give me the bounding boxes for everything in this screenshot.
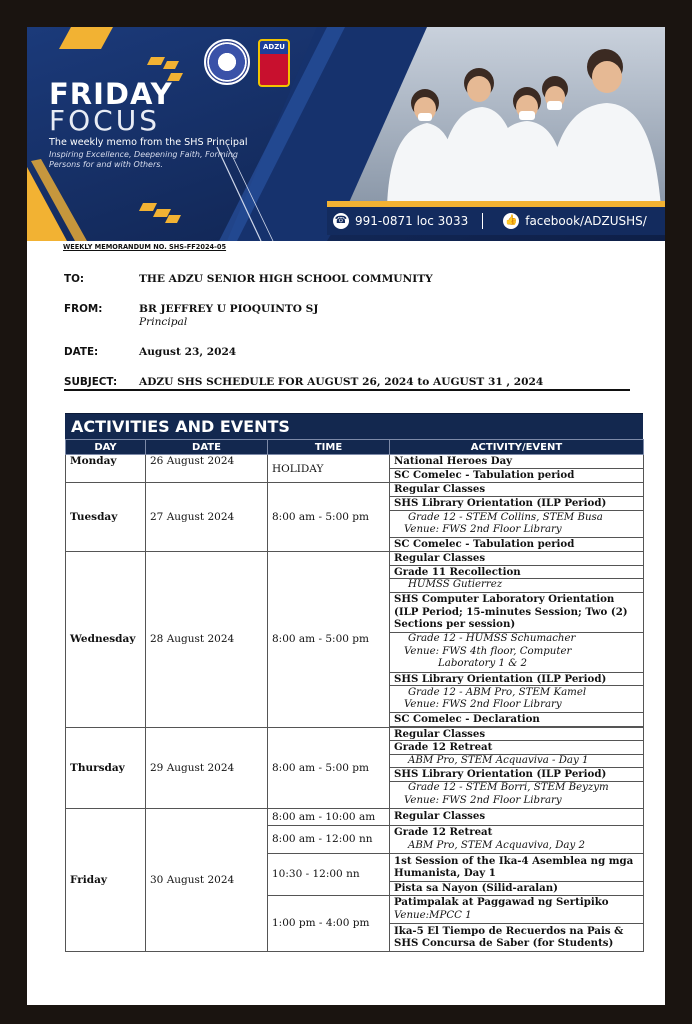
activities-title: ACTIVITIES AND EVENTS [65,413,643,439]
event-line: Humanista, Day 1 [394,867,496,879]
event-line: Patimpalak at Paggawad ng Sertipiko [394,896,609,908]
facebook-link[interactable]: facebook/ADZUSHS/ [525,214,647,228]
event-cell [390,592,644,632]
event-cell: SHS Library Orientation (ILP Period) [390,768,644,782]
table-header-row [66,440,644,455]
event-venue: Venue: FWS 2nd Floor Library [404,699,562,710]
event-line: 1st Session of the Ika-4 Asemblea ng mga [394,854,634,867]
brand-tagline: Inspiring Excellence, Deepening Faith, Forming Persons for and with Others. [49,150,239,169]
event-cell [390,825,644,853]
col-activity: ACTIVITY/EVENT [390,440,644,455]
subject-label: SUBJECT: [64,376,118,388]
event-detail: Grade 12 - STEM Borri, STEM Beyzym [408,782,609,793]
phone-number: 991-0871 loc 3033 [355,214,469,228]
table-row [66,455,644,469]
memo-page [27,27,665,1005]
date-cell: 29 August 2024 [146,727,268,808]
day-cell: Tuesday [66,483,146,552]
col-day: DAY [66,440,146,455]
event-cell: Regular Classes [390,808,644,825]
date-cell: 27 August 2024 [146,483,268,552]
table-row [66,552,644,566]
event-cell [390,923,644,951]
date-cell: 30 August 2024 [146,808,268,951]
event-cell: Grade 12 Retreat [390,741,644,755]
day-cell: Thursday [66,727,146,808]
event-cell [390,511,644,538]
event-cell: Grade 11 Recollection [390,565,644,579]
brand-block [49,79,248,170]
event-cell: National Heroes Day [390,455,644,469]
event-cell [390,632,644,672]
event-cell [390,853,644,881]
from-title: Principal [139,316,188,328]
event-detail: Grade 12 - STEM Collins, STEM Busa [408,511,603,523]
event-line: SHS Computer Laboratory Orientation [394,593,615,606]
event-cell [390,895,644,923]
event-detail: Grade 12 - ABM Pro, STEM Kamel [408,686,587,698]
event-cell: SC Comelec - Declaration [390,713,644,727]
table-row [66,483,644,497]
from-label: FROM: [64,303,103,315]
event-cell [390,686,644,713]
time-cell: 8:00 am - 12:00 nn [268,825,390,853]
activities-section [65,413,643,952]
activities-table [65,439,644,952]
event-venue: Venue: FWS 2nd Floor Library [404,524,562,535]
event-cell: ABM Pro, STEM Acquaviva - Day 1 [390,754,644,768]
date-cell: 26 August 2024 [146,455,268,483]
time-cell: 8:00 am - 5:00 pm [268,552,390,728]
event-cell: SHS Library Orientation (ILP Period) [390,672,644,686]
to-label: TO: [64,273,85,285]
brand-focus: FOCUS [49,104,160,137]
date-value: August 23, 2024 [139,346,237,358]
contact-divider [482,213,483,229]
event-venue-cont: Laboratory 1 & 2 [438,658,528,670]
memo-number: WEEKLY MEMORANDUM NO. SHS-FF2024-05 [63,243,227,251]
table-row [66,808,644,825]
event-line: SHS Concursa de Saber (for Students) [394,937,614,949]
event-cell: Regular Classes [390,483,644,497]
day-cell: Wednesday [66,552,146,728]
event-cell: HUMSS Gutierrez [390,579,644,593]
col-date: DATE [146,440,268,455]
event-cell [390,781,644,808]
date-cell: 28 August 2024 [146,552,268,728]
adzu-crest-logo [258,39,290,87]
brand-subtitle: The weekly memo from the SHS Principal [49,137,248,148]
table-row [66,727,644,741]
col-time: TIME [268,440,390,455]
subject-value: ADZU SHS SCHEDULE FOR AUGUST 26, 2024 to AUGUST 31 , 2024 [139,376,544,388]
event-line: Sections per session) [394,618,516,631]
event-cell: SC Comelec - Tabulation period [390,538,644,552]
event-venue: Venue: FWS 2nd Floor Library [404,794,562,806]
friday-focus-banner [27,27,665,241]
from-value: BR JEFFREY U PIOQUINTO SJ [139,303,319,315]
event-cell: Regular Classes [390,552,644,566]
event-venue: Venue: FWS 4th floor, Computer [404,645,572,657]
day-cell: Monday [66,455,146,483]
event-cell: SHS Library Orientation (ILP Period) [390,497,644,511]
subject-underline [64,389,630,391]
time-cell: 8:00 am - 5:00 pm [268,727,390,808]
time-cell: HOLIDAY [268,455,390,483]
event-cell: SC Comelec - Tabulation period [390,469,644,483]
event-line: (ILP Period; 15-minutes Session; Two (2) [394,605,628,618]
event-cell: Pista sa Nayon (Silid-aralan) [390,881,644,895]
brand-friday: FRIDAY [49,77,173,111]
event-venue: Venue:MPCC 1 [394,909,472,921]
date-label: DATE: [64,346,99,358]
time-cell: 8:00 am - 5:00 pm [268,483,390,552]
to-value: THE ADZU SENIOR HIGH SCHOOL COMMUNITY [139,273,433,285]
time-cell: 10:30 - 12:00 nn [268,853,390,895]
time-cell: 1:00 pm - 4:00 pm [268,895,390,951]
event-line: Grade 12 Retreat [394,826,493,838]
phone-icon: ☎ [333,213,349,229]
thumbs-up-icon: 👍 [503,213,519,229]
event-detail: Grade 12 - HUMSS Schumacher [408,633,576,645]
time-cell: 8:00 am - 10:00 am [268,808,390,825]
adzu-crest-text: ADZU [263,43,285,51]
event-line: Ika-5 El Tiempo de Recuerdos na Pais & [394,924,624,937]
event-cell: Regular Classes [390,727,644,741]
event-detail: ABM Pro, STEM Acquaviva, Day 2 [408,839,585,851]
contact-bar [327,207,665,235]
day-cell: Friday [66,808,146,951]
